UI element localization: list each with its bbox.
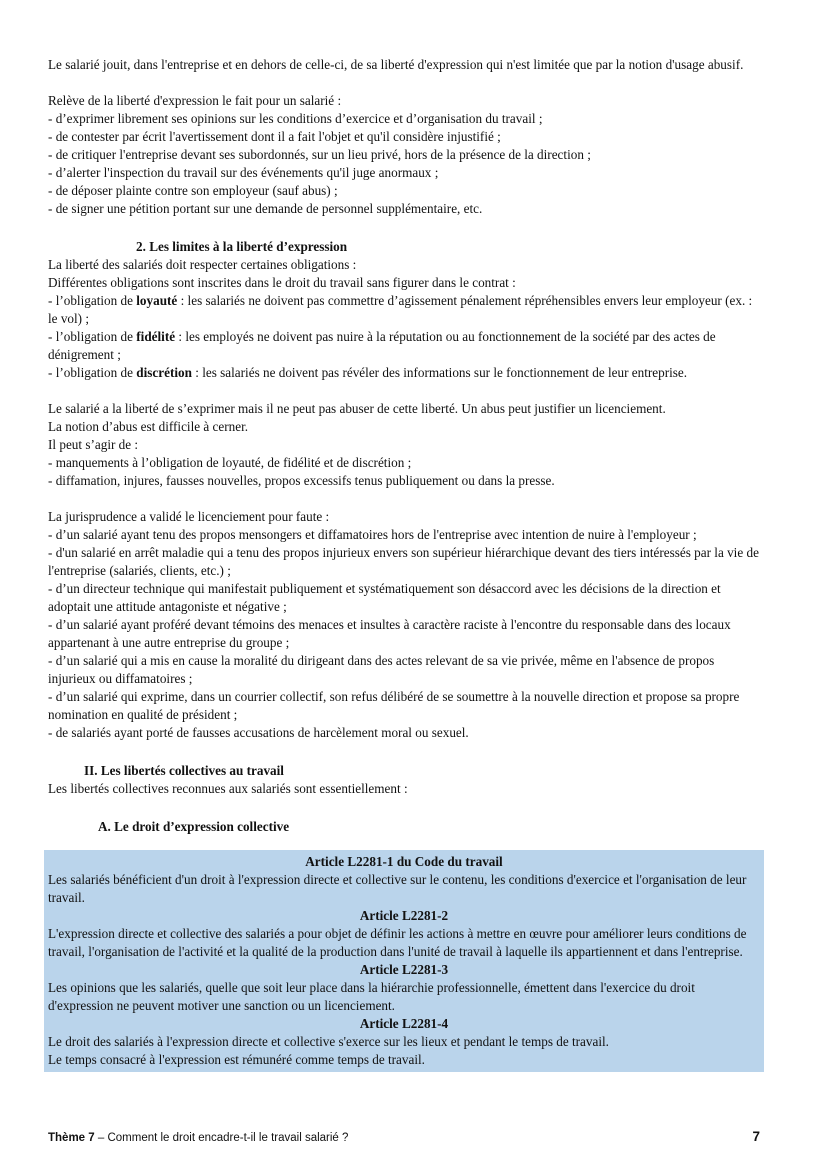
list-item: - d’alerter l'inspection du travail sur des événements qu'il juge anormaux ; bbox=[48, 165, 439, 180]
intro-lead: Relève de la liberté d'expression le fait pour un salarié : bbox=[48, 93, 342, 108]
footer-theme-label: Thème 7 bbox=[48, 1132, 95, 1144]
article-title: Article L2281-2 bbox=[359, 908, 449, 923]
section-heading-limites: 2. Les limites à la liberté d’expression bbox=[136, 239, 348, 254]
article-text: Le droit des salariés à l'expression directe et collective s'exerce sur les lieux et pendant le temps de travail. bbox=[48, 1034, 609, 1049]
articles-box bbox=[44, 850, 764, 1072]
jurisprudence-item: - de salariés ayant porté de fausses accusations de harcèlement moral ou sexuel. bbox=[48, 725, 469, 740]
footer-theme-title: – Comment le droit encadre-t-il le travail salarié ? bbox=[94, 1132, 349, 1144]
libertes-lead: Les libertés collectives reconnues aux salariés sont essentiellement : bbox=[48, 781, 408, 796]
list-item: - de contester par écrit l'avertissement dont il a fait l'objet et qu'il considère injustifié ; bbox=[48, 129, 501, 144]
limites-line: La liberté des salariés doit respecter certaines obligations : bbox=[48, 257, 357, 272]
article-text: Les opinions que les salariés, quelle que soit leur place dans la hiérarchie professionnelle, émettent dans l'exercice du droit d'expression ne peuvent motiver une sanction ou un licenciement. bbox=[48, 980, 695, 1013]
list-item: - de signer une pétition portant sur une demande de personnel supplémentaire, etc. bbox=[48, 201, 483, 216]
list-item: - d’exprimer librement ses opinions sur les conditions d’exercice et d’organisation du travail ; bbox=[48, 111, 543, 126]
article-text: Les salariés bénéficient d'un droit à l'expression directe et collective sur le contenu, les conditions d'exercice et l'organisation de leur travail. bbox=[48, 872, 747, 905]
article-text: Le temps consacré à l'expression est rémunéré comme temps de travail. bbox=[48, 1052, 425, 1067]
abus-line: - manquements à l’obligation de loyauté, de fidélité et de discrétion ; bbox=[48, 455, 412, 470]
page-footer bbox=[48, 1128, 760, 1147]
jurisprudence-item: - d’un directeur technique qui manifestait publiquement et systématiquement son désaccord avec les décisions de la direction et adoptait une attitude antagoniste et négative ; bbox=[48, 581, 721, 614]
jurisprudence-item: - d'un salarié en arrêt maladie qui a tenu des propos injurieux envers son supérieur hiérarchique devant des tiers intéressés par la vie de l'entreprise (salariés, clients, etc.) ; bbox=[48, 545, 759, 578]
jurisprudence-item: - d’un salarié qui exprime, dans un courrier collectif, son refus délibéré de se soumettre à la nouvelle direction et propose sa propre nomination en qualité de président ; bbox=[48, 689, 740, 722]
page-number: 7 bbox=[752, 1129, 760, 1144]
section-heading-libertes-collectives: II. Les libertés collectives au travail bbox=[84, 763, 284, 778]
abus-line: La notion d’abus est difficile à cerner. bbox=[48, 419, 249, 434]
document-body bbox=[48, 56, 760, 1072]
intro-paragraph: Le salarié jouit, dans l'entreprise et en dehors de celle-ci, de sa liberté d'expression qui n'est limitée que par la notion d'usage abusif. bbox=[48, 57, 744, 72]
jurisprudence-item: - d’un salarié qui a mis en cause la moralité du dirigeant dans des actes relevant de sa vie privée, même en l'absence de propos injurieux ou diffamatoires ; bbox=[48, 653, 715, 686]
jurisprudence-item: - d’un salarié ayant tenu des propos mensongers et diffamatoires hors de l'entreprise avec intention de nuire à l'employeur ; bbox=[48, 527, 697, 542]
section-heading-droit-expression: A. Le droit d’expression collective bbox=[98, 819, 290, 834]
article-text: L'expression directe et collective des salariés a pour objet de définir les actions à mettre en œuvre pour améliorer leurs conditions de travail, l'organisation de l'activité et la qualité de la production dans l'unité de travail à laquelle ils appartiennent et dans l'entreprise. bbox=[48, 926, 747, 959]
jurisprudence-lead: La jurisprudence a validé le licenciement pour faute : bbox=[48, 509, 330, 524]
term-fidelite: fidélité bbox=[136, 329, 176, 344]
term-loyaute: loyauté bbox=[136, 293, 178, 308]
list-item: - de déposer plainte contre son employeur (sauf abus) ; bbox=[48, 183, 338, 198]
abus-line: Le salarié a la liberté de s’exprimer mais il ne peut pas abuser de cette liberté. Un abus peut justifier un licenciement. bbox=[48, 401, 666, 416]
abus-line: - diffamation, injures, fausses nouvelles, propos excessifs tenus publiquement ou dans la presse. bbox=[48, 473, 555, 488]
list-item: - de critiquer l'entreprise devant ses subordonnés, sur un lieu privé, hors de la présence de la direction ; bbox=[48, 147, 591, 162]
obligation-discretion: - l’obligation de discrétion : les salariés ne doivent pas révéler des informations sur le fonctionnement de leur entreprise. bbox=[48, 365, 688, 380]
footer-theme bbox=[48, 1129, 348, 1147]
obligation-fidelite: - l’obligation de fidélité : les employés ne doivent pas nuire à la réputation ou au fonctionnement de la société par des actes de dénigrement ; bbox=[48, 329, 716, 362]
abus-line: Il peut s’agir de : bbox=[48, 437, 139, 452]
article-title: Article L2281-4 bbox=[359, 1016, 449, 1031]
jurisprudence-item: - d’un salarié ayant proféré devant témoins des menaces et insultes à caractère raciste à l'encontre du responsable dans des locaux appartenant à une autre entreprise du groupe ; bbox=[48, 617, 731, 650]
article-title: Article L2281-1 du Code du travail bbox=[305, 854, 503, 869]
article-title: Article L2281-3 bbox=[359, 962, 449, 977]
obligation-loyaute: - l’obligation de loyauté : les salariés ne doivent pas commettre d’agissement pénalement répréhensibles envers leur employeur (ex. : le vol) ; bbox=[48, 293, 753, 326]
limites-line: Différentes obligations sont inscrites dans le droit du travail sans figurer dans le contrat : bbox=[48, 275, 516, 290]
term-discretion: discrétion bbox=[136, 365, 192, 380]
